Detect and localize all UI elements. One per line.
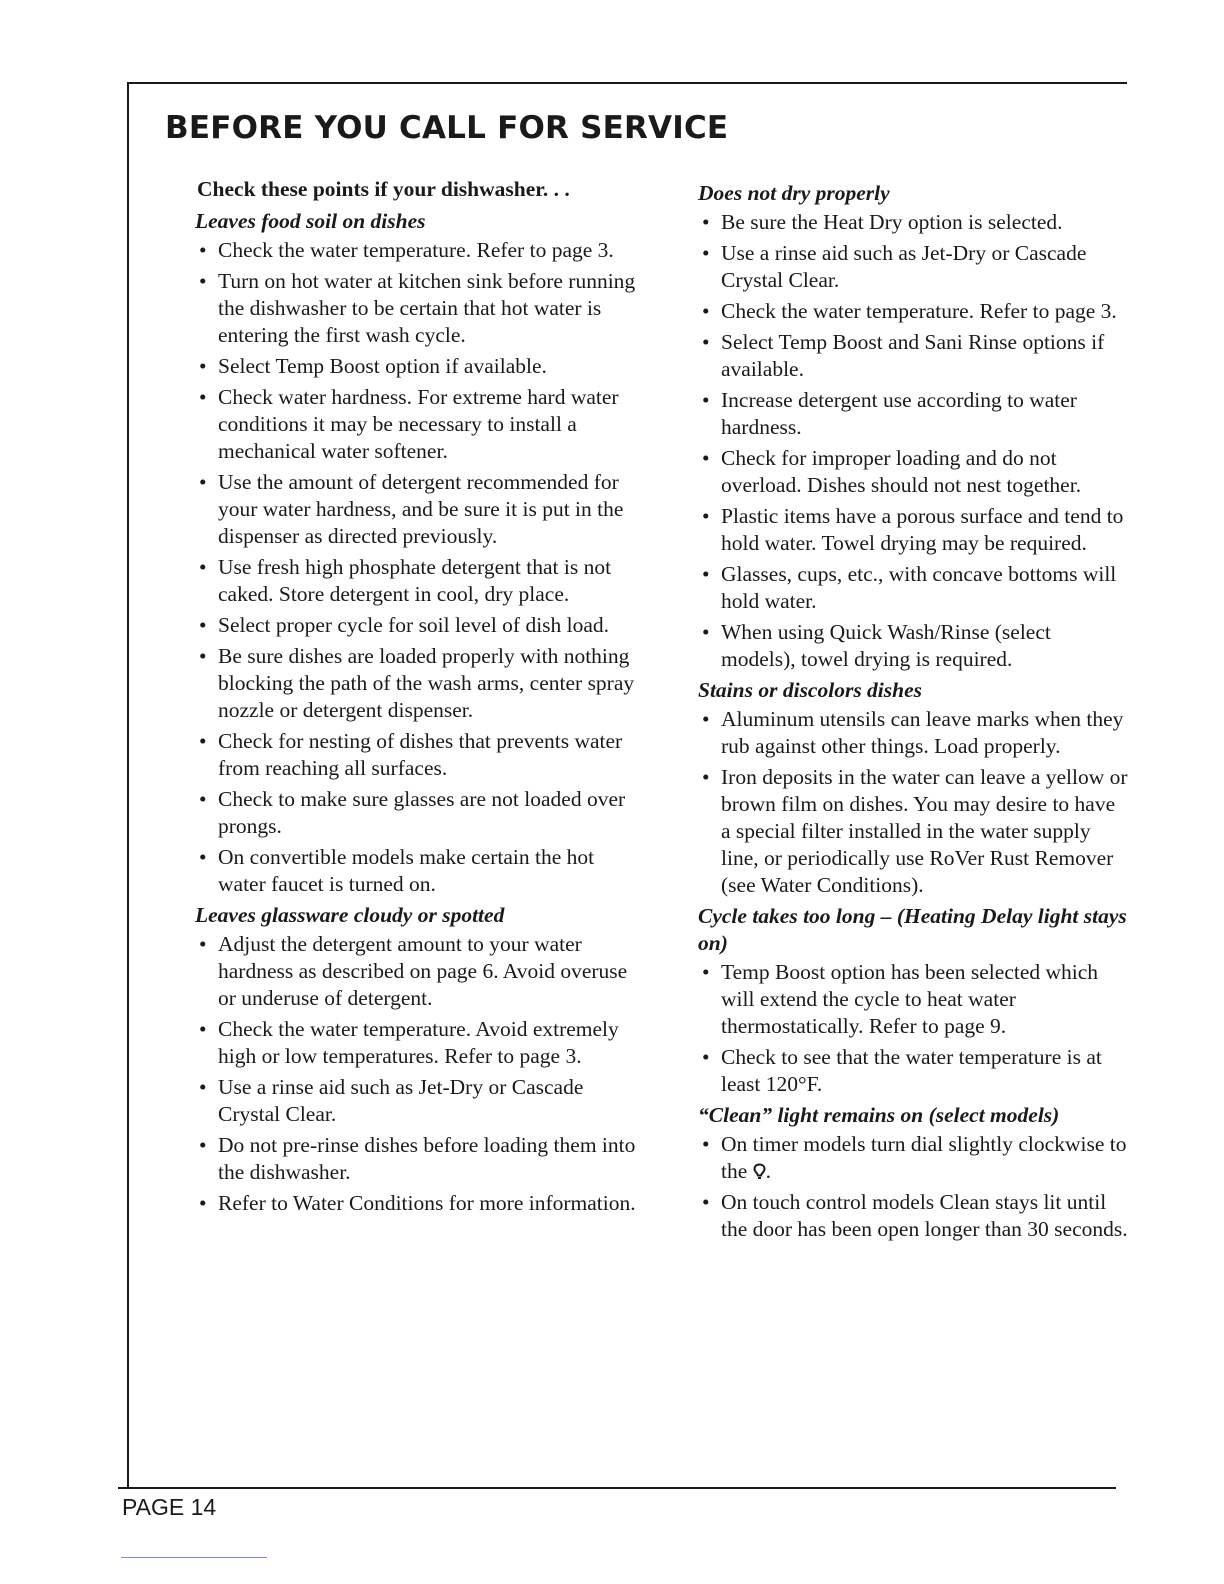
list-item: • Temp Boost option has been selected which will extend the cycle to heat water thermostatically. Refer to page 9.	[700, 959, 1130, 1040]
dry-list	[700, 209, 1130, 673]
list-item: • Select Temp Boost option if available.	[197, 353, 637, 380]
page-number: PAGE 14	[122, 1494, 217, 1520]
list-item: • Do not pre-rinse dishes before loading them into the dishwasher.	[197, 1132, 637, 1186]
list-item: • On touch control models Clean stays lit until the door has been open longer than 30 seconds.	[700, 1189, 1130, 1243]
section-title-stains: Stains or discolors dishes	[698, 678, 923, 702]
list-item: • Refer to Water Conditions for more information.	[197, 1190, 637, 1217]
list-item: • Check the water temperature. Refer to page 3.	[197, 237, 637, 264]
list-item: • Check for nesting of dishes that prevents water from reaching all surfaces.	[197, 728, 637, 782]
indicator-symbol-icon	[753, 1163, 766, 1180]
intro-text: Check these points if your dishwasher. . .	[197, 177, 570, 201]
list-item: • Adjust the detergent amount to your water hardness as described on page 6. Avoid overuse or underuse of detergent.	[197, 931, 637, 1012]
list-item: • Turn on hot water at kitchen sink before running the dishwasher to be certain that hot water is entering the first wash cycle.	[197, 268, 637, 349]
scan-mark	[121, 1557, 267, 1558]
left-rule	[127, 82, 129, 1488]
list-item: • Use fresh high phosphate detergent that is not caked. Store detergent in cool, dry place.	[197, 554, 637, 608]
right-column	[700, 176, 1130, 1247]
section-title-clean-light: “Clean” light remains on (select models)	[698, 1103, 1060, 1127]
stains-list	[700, 706, 1130, 899]
list-item: • Use a rinse aid such as Jet-Dry or Cascade Crystal Clear.	[700, 240, 1130, 294]
list-item: • On convertible models make certain the hot water faucet is turned on.	[197, 844, 637, 898]
section-title-cycle: Cycle takes too long – (Heating Delay light stays on)	[698, 904, 1127, 955]
clean-light-list	[700, 1131, 1130, 1243]
list-item: • When using Quick Wash/Rinse (select models), towel drying is required.	[700, 619, 1130, 673]
list-item: • Be sure the Heat Dry option is selected.	[700, 209, 1130, 236]
list-item: • Check to make sure glasses are not loaded over prongs.	[197, 786, 637, 840]
list-item: • Check the water temperature. Avoid extremely high or low temperatures. Refer to page 3.	[197, 1016, 637, 1070]
list-item: • Select proper cycle for soil level of dish load.	[197, 612, 637, 639]
section-title-food-soil: Leaves food soil on dishes	[195, 209, 426, 233]
glassware-list	[197, 931, 637, 1217]
list-item: • On timer models turn dial slightly clockwise to the .	[700, 1131, 1130, 1185]
list-item: • Check the water temperature. Refer to page 3.	[700, 298, 1130, 325]
list-item: • Iron deposits in the water can leave a yellow or brown film on dishes. You may desire to have a special filter installed in the water supply line, or periodically use RoVer Rust Remover (see Water Conditions).	[700, 764, 1130, 899]
page-title: BEFORE YOU CALL FOR SERVICE	[165, 110, 729, 146]
bottom-rule	[118, 1487, 1116, 1489]
list-item: • Check water hardness. For extreme hard water conditions it may be necessary to install a mechanical water softener.	[197, 384, 637, 465]
list-item: • Select Temp Boost and Sani Rinse options if available.	[700, 329, 1130, 383]
left-column	[197, 176, 637, 1221]
list-item: • Glasses, cups, etc., with concave bottoms will hold water.	[700, 561, 1130, 615]
list-item: • Increase detergent use according to water hardness.	[700, 387, 1130, 441]
list-item: • Use a rinse aid such as Jet-Dry or Cascade Crystal Clear.	[197, 1074, 637, 1128]
food-soil-list	[197, 237, 637, 898]
list-item: • Be sure dishes are loaded properly with nothing blocking the path of the wash arms, center spray nozzle or detergent dispenser.	[197, 643, 637, 724]
section-title-dry: Does not dry properly	[698, 181, 890, 205]
section-title-glassware: Leaves glassware cloudy or spotted	[195, 903, 505, 927]
top-rule	[127, 82, 1127, 84]
list-item-text: On timer models turn dial slightly clockwise to the	[721, 1132, 1127, 1183]
list-item: • Use the amount of detergent recommended for your water hardness, and be sure it is put in the dispenser as directed previously.	[197, 469, 637, 550]
cycle-list	[700, 959, 1130, 1098]
list-item: • Check for improper loading and do not overload. Dishes should not nest together.	[700, 445, 1130, 499]
list-item: • Aluminum utensils can leave marks when they rub against other things. Load properly.	[700, 706, 1130, 760]
list-item: • Check to see that the water temperature is at least 120°F.	[700, 1044, 1130, 1098]
list-item: • Plastic items have a porous surface and tend to hold water. Towel drying may be required.	[700, 503, 1130, 557]
